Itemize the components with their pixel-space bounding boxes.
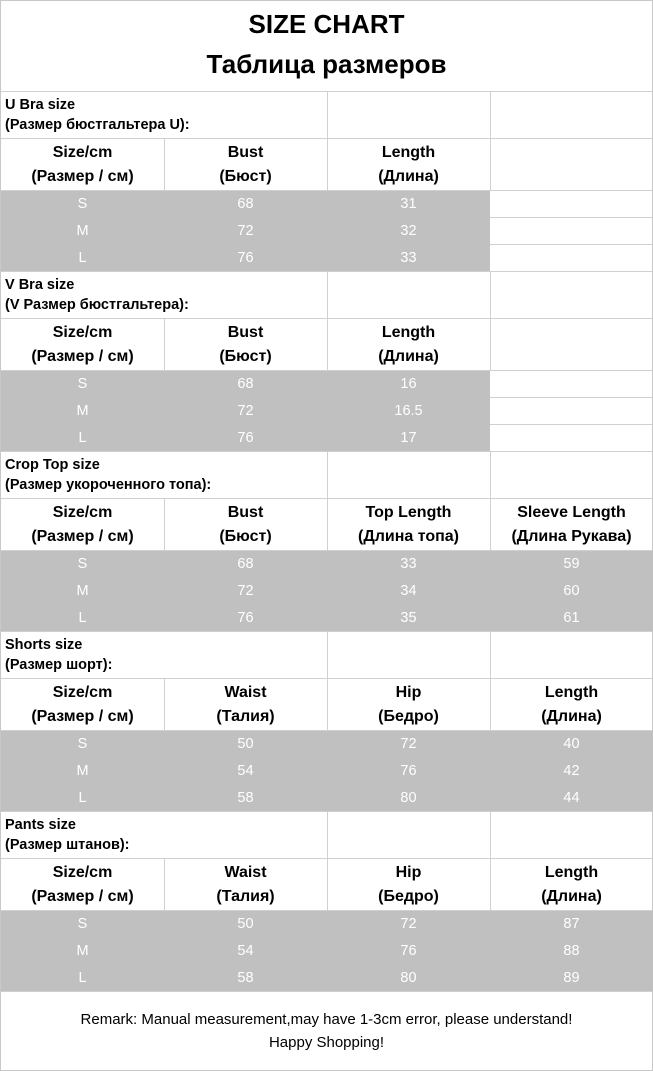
table-cell: 44 <box>563 790 580 806</box>
table-cell: S <box>77 736 88 752</box>
table-cell: L <box>78 610 87 626</box>
column-header <box>490 679 653 731</box>
title-block <box>1 1 652 92</box>
table-cell: 50 <box>237 736 254 752</box>
column-header <box>490 499 653 551</box>
table-cell: 68 <box>237 196 254 212</box>
table-cell: 54 <box>237 763 254 779</box>
table-cell: 17 <box>400 430 417 446</box>
column-header <box>164 679 327 731</box>
table-cell: 60 <box>563 583 580 599</box>
column-header-english: Bust <box>227 504 264 521</box>
table-row <box>1 245 490 272</box>
grid-line-vertical <box>490 319 491 371</box>
table-cell: 68 <box>237 376 254 392</box>
table-row <box>1 398 490 425</box>
table-cell: 76 <box>237 430 254 446</box>
column-header-english: Bust <box>227 324 264 341</box>
grid-line-horizontal <box>490 424 652 425</box>
table-cell: 89 <box>563 970 580 986</box>
section-crop-top-size <box>1 452 652 632</box>
table-cell: 72 <box>237 403 254 419</box>
table-cell: 76 <box>237 610 254 626</box>
column-header-english: Bust <box>227 144 264 161</box>
column-header-russian: (Длина) <box>541 708 602 725</box>
grid-line-vertical <box>327 272 328 319</box>
column-header-english: Size/cm <box>52 504 113 521</box>
table-cell: 80 <box>400 790 417 806</box>
grid-line-vertical <box>490 499 491 551</box>
section-shorts-size <box>1 632 652 812</box>
grid-line-vertical <box>490 139 491 191</box>
table-cell: S <box>77 916 88 932</box>
grid-line-vertical <box>490 632 491 679</box>
table-cell: M <box>76 943 89 959</box>
table-row <box>1 758 653 785</box>
column-header-english: Size/cm <box>52 144 113 161</box>
grid-line-horizontal <box>490 397 652 398</box>
column-header-russian: (Размер / см) <box>31 528 134 545</box>
column-header <box>490 859 653 911</box>
table-row <box>1 965 653 992</box>
section-name-english: U Bra size <box>5 97 76 113</box>
grid-line-horizontal <box>490 217 652 218</box>
section-name-english: Pants size <box>5 817 76 833</box>
table-cell: 58 <box>237 790 254 806</box>
table-cell: M <box>76 403 89 419</box>
column-header-english: Length <box>544 864 599 881</box>
table-cell: 59 <box>563 556 580 572</box>
grid-line-vertical <box>327 139 328 191</box>
table-row <box>1 578 653 605</box>
column-header-russian: (Бюст) <box>219 528 272 545</box>
column-header-russian: (Талия) <box>216 888 275 905</box>
table-cell: 80 <box>400 970 417 986</box>
table-cell: 72 <box>400 916 417 932</box>
table-cell: 76 <box>237 250 254 266</box>
grid-line-vertical <box>490 92 491 139</box>
column-header-russian: (Размер / см) <box>31 888 134 905</box>
table-cell: S <box>77 376 88 392</box>
grid-line-vertical <box>327 812 328 859</box>
column-header-english: Length <box>381 324 436 341</box>
chart-title-english: SIZE CHART <box>248 9 405 39</box>
column-header-english: Sleeve Length <box>517 504 626 521</box>
column-header <box>327 499 490 551</box>
table-cell: 87 <box>563 916 580 932</box>
table-row <box>1 785 653 812</box>
remark <box>1 1008 652 1054</box>
section-name-english: Shorts size <box>5 637 83 653</box>
section-name-russian: (Размер штанов): <box>5 837 130 853</box>
column-header-russian: (Размер / см) <box>31 708 134 725</box>
table-cell: 16 <box>400 376 417 392</box>
grid-line-vertical <box>164 319 165 371</box>
column-header-russian: (Размер / см) <box>31 168 134 185</box>
grid-line-horizontal <box>1 991 652 992</box>
table-cell: 72 <box>237 583 254 599</box>
grid-line-vertical <box>327 452 328 499</box>
table-cell: 54 <box>237 943 254 959</box>
section-u-bra-size <box>1 92 652 272</box>
column-header <box>164 139 327 191</box>
remark-text: Remark: Manual measurement,may have 1-3cm error, please understand! <box>80 1011 573 1028</box>
grid-line-vertical <box>327 632 328 679</box>
grid-line-vertical <box>327 679 328 731</box>
table-cell: S <box>77 196 88 212</box>
column-header <box>1 139 164 191</box>
column-header-english: Size/cm <box>52 324 113 341</box>
column-header <box>164 859 327 911</box>
table-row <box>1 371 490 398</box>
table-cell: 33 <box>400 556 417 572</box>
section-pants-size <box>1 812 652 992</box>
table-cell: 32 <box>400 223 417 239</box>
table-cell: M <box>76 583 89 599</box>
table-cell: 72 <box>400 736 417 752</box>
table-cell: L <box>78 250 87 266</box>
column-header-english: Size/cm <box>52 684 113 701</box>
column-header-english: Hip <box>395 684 422 701</box>
table-cell: L <box>78 430 87 446</box>
grid-line-vertical <box>327 499 328 551</box>
table-row <box>1 938 653 965</box>
table-cell: 76 <box>400 943 417 959</box>
column-header-russian: (Бедро) <box>378 888 439 905</box>
column-header-russian: (Длина топа) <box>357 528 460 545</box>
grid-line-vertical <box>490 679 491 731</box>
table-row <box>1 425 490 452</box>
grid-line-horizontal <box>490 244 652 245</box>
section-name-russian: (Размер укороченного топа): <box>5 477 212 493</box>
table-cell: 16.5 <box>394 403 423 419</box>
grid-line-vertical <box>164 499 165 551</box>
table-cell: 61 <box>563 610 580 626</box>
chart-title-russian: Таблица размеров <box>206 49 447 79</box>
table-cell: 72 <box>237 223 254 239</box>
table-row <box>1 191 490 218</box>
section-name-russian: (Размер бюстгальтера U): <box>5 117 190 133</box>
column-header <box>327 139 490 191</box>
column-header <box>327 679 490 731</box>
column-header-russian: (Длина Рукава) <box>511 528 632 545</box>
column-header <box>327 319 490 371</box>
table-row <box>1 731 653 758</box>
table-row <box>1 218 490 245</box>
table-cell: 34 <box>400 583 417 599</box>
column-header <box>164 499 327 551</box>
column-header-english: Length <box>544 684 599 701</box>
section-name-russian: (Размер шорт): <box>5 657 113 673</box>
column-header <box>1 859 164 911</box>
column-header-russian: (Талия) <box>216 708 275 725</box>
grid-line-vertical <box>164 139 165 191</box>
column-header <box>327 859 490 911</box>
table-cell: M <box>76 223 89 239</box>
table-row <box>1 911 653 938</box>
column-header-english: Top Length <box>365 504 452 521</box>
grid-line-vertical <box>164 679 165 731</box>
grid-line-vertical <box>327 859 328 911</box>
column-header-russian: (Длина) <box>378 348 439 365</box>
section-name-russian: (V Размер бюстгальтера): <box>5 297 189 313</box>
column-header-russian: (Длина) <box>541 888 602 905</box>
table-row <box>1 551 653 578</box>
section-name-english: Crop Top size <box>5 457 100 473</box>
column-header <box>1 499 164 551</box>
table-cell: M <box>76 763 89 779</box>
table-cell: 58 <box>237 970 254 986</box>
column-header-english: Waist <box>224 864 267 881</box>
table-cell: 68 <box>237 556 254 572</box>
grid-line-vertical <box>490 272 491 319</box>
column-header-russian: (Бедро) <box>378 708 439 725</box>
section-v-bra-size <box>1 272 652 452</box>
table-cell: 50 <box>237 916 254 932</box>
closing-text: Happy Shopping! <box>268 1034 385 1051</box>
grid-line-vertical <box>164 859 165 911</box>
table-cell: 40 <box>563 736 580 752</box>
column-header <box>1 679 164 731</box>
grid-line-vertical <box>490 452 491 499</box>
column-header-russian: (Длина) <box>378 168 439 185</box>
column-header-russian: (Бюст) <box>219 348 272 365</box>
column-header <box>1 319 164 371</box>
column-header-russian: (Размер / см) <box>31 348 134 365</box>
table-cell: 88 <box>563 943 580 959</box>
grid-line-vertical <box>490 812 491 859</box>
column-header-english: Waist <box>224 684 267 701</box>
column-header-english: Length <box>381 144 436 161</box>
table-cell: S <box>77 556 88 572</box>
table-cell: 33 <box>400 250 417 266</box>
table-cell: L <box>78 970 87 986</box>
column-header-russian: (Бюст) <box>219 168 272 185</box>
column-header-english: Hip <box>395 864 422 881</box>
grid-line-vertical <box>490 859 491 911</box>
table-row <box>1 605 653 632</box>
table-cell: 76 <box>400 763 417 779</box>
table-cell: L <box>78 790 87 806</box>
section-name-english: V Bra size <box>5 277 75 293</box>
column-header <box>164 319 327 371</box>
table-cell: 42 <box>563 763 580 779</box>
table-cell: 31 <box>400 196 417 212</box>
grid-line-vertical <box>327 319 328 371</box>
column-header-english: Size/cm <box>52 864 113 881</box>
table-cell: 35 <box>400 610 417 626</box>
grid-line-vertical <box>327 92 328 139</box>
